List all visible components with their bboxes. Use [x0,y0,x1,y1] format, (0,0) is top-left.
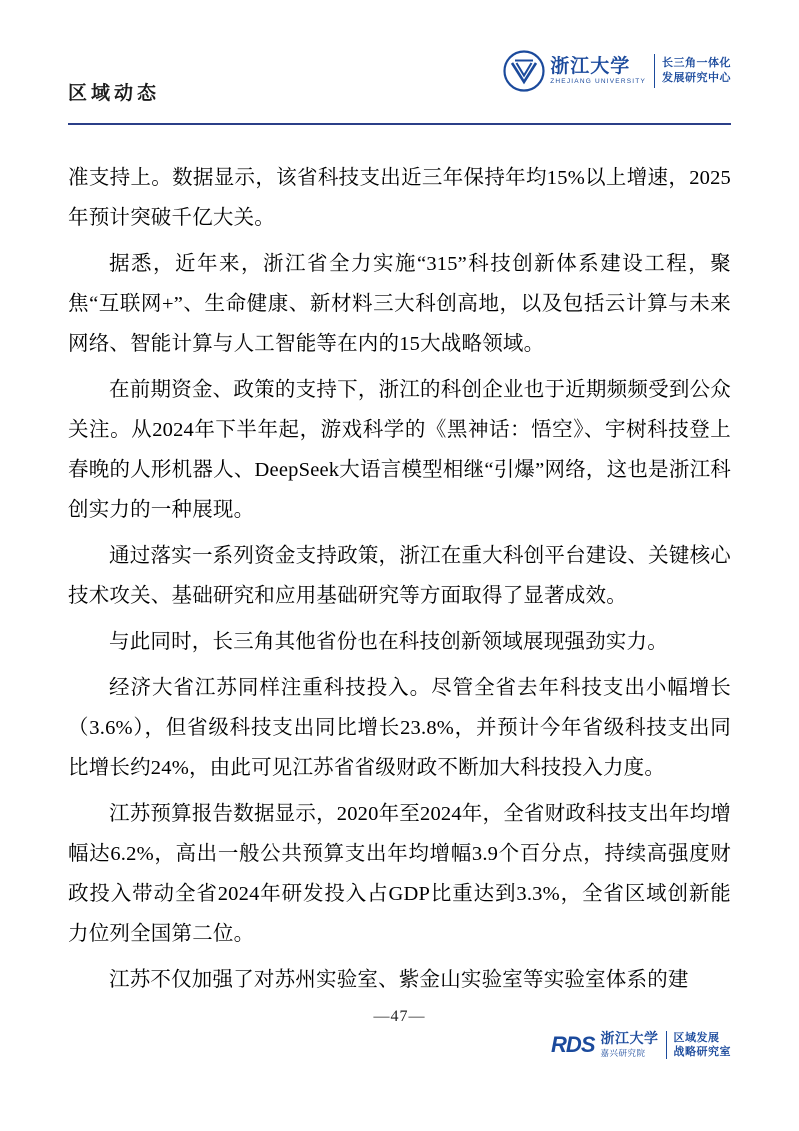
paragraph: 据悉，近年来，浙江省全力实施“315”科技创新体系建设工程，聚焦“互联网+”、生命健康、新材料三大科创高地，以及包括云计算与未来网络、智能计算与人工智能等在内的15大战略领域。 [68,253,731,355]
page-title: 区域动态 [68,83,161,104]
zhejiang-university-emblem-icon [503,50,545,92]
rds-lab-line2: 战略研究室 [673,1046,731,1058]
page-header [0,0,799,140]
paragraph: 江苏不仅加强了对苏州实验室、紫金山实验室等实验室体系的建 [109,969,689,991]
research-center-line2: 发展研究中心 [662,72,731,84]
zhejiang-university-name-cn: 浙江大学 [550,56,631,77]
header-divider [68,123,731,125]
paragraph: 江苏预算报告数据显示，2020年至2024年，全省财政科技支出年均增幅达6.2%，高出一般公共预算支出年均增幅3.9个百分点，持续高强度财政投入带动全省2024年研发投入占GDP比重达到3.3%，全省区域创新能力位列全国第二位。 [68,803,731,945]
paragraph: 经济大省江苏同样注重科技投入。尽管全省去年科技支出小幅增长（3.6%），但省级科技支出同比增长23.8%，并预计今年省级科技支出同比增长约24%，由此可见江苏省省级财政不断加大科技投入力度。 [68,677,731,779]
rds-name-sub: 嘉兴研究院 [600,1047,646,1058]
logo-divider [654,54,655,88]
research-center-line1: 长三角一体化 [662,57,731,69]
rds-name-block [601,1029,659,1061]
rds-lab-line1: 区域发展 [673,1032,720,1044]
rds-lab-name [674,1031,732,1059]
page-number: —47— [373,1008,426,1025]
document-body [68,158,731,1006]
research-center-name [662,56,731,86]
rds-logo [551,1028,731,1062]
paragraph: 在前期资金、政策的支持下，浙江的科创企业也于近期频频受到公众关注。从2024年下半年起，游戏科学的《黑神话：悟空》、宇树科技登上春晚的人形机器人、DeepSeek大语言模型相继“引爆”网络，这也是浙江科创实力的一种展现。 [68,379,731,521]
rds-logo-divider [666,1031,667,1059]
paragraph: 通过落实一系列资金支持政策，浙江在重大科创平台建设、关键核心技术攻关、基础研究和应用基础研究等方面取得了显著成效。 [68,545,731,607]
rds-monogram-icon: RDS [551,1032,595,1057]
zhejiang-university-name-block [550,50,646,92]
page-footer [0,1008,799,1088]
rds-name-cn: 浙江大学 [600,1031,659,1047]
zhejiang-university-logo [503,48,731,94]
zhejiang-university-name-en: ZHEJIANG UNIVERSITY [550,78,646,85]
paragraph: 与此同时，长三角其他省份也在科技创新领域展现强劲实力。 [109,631,668,653]
paragraph: 准支持上。数据显示，该省科技支出近三年保持年均15%以上增速，2025年预计突破千亿大关。 [68,167,731,229]
